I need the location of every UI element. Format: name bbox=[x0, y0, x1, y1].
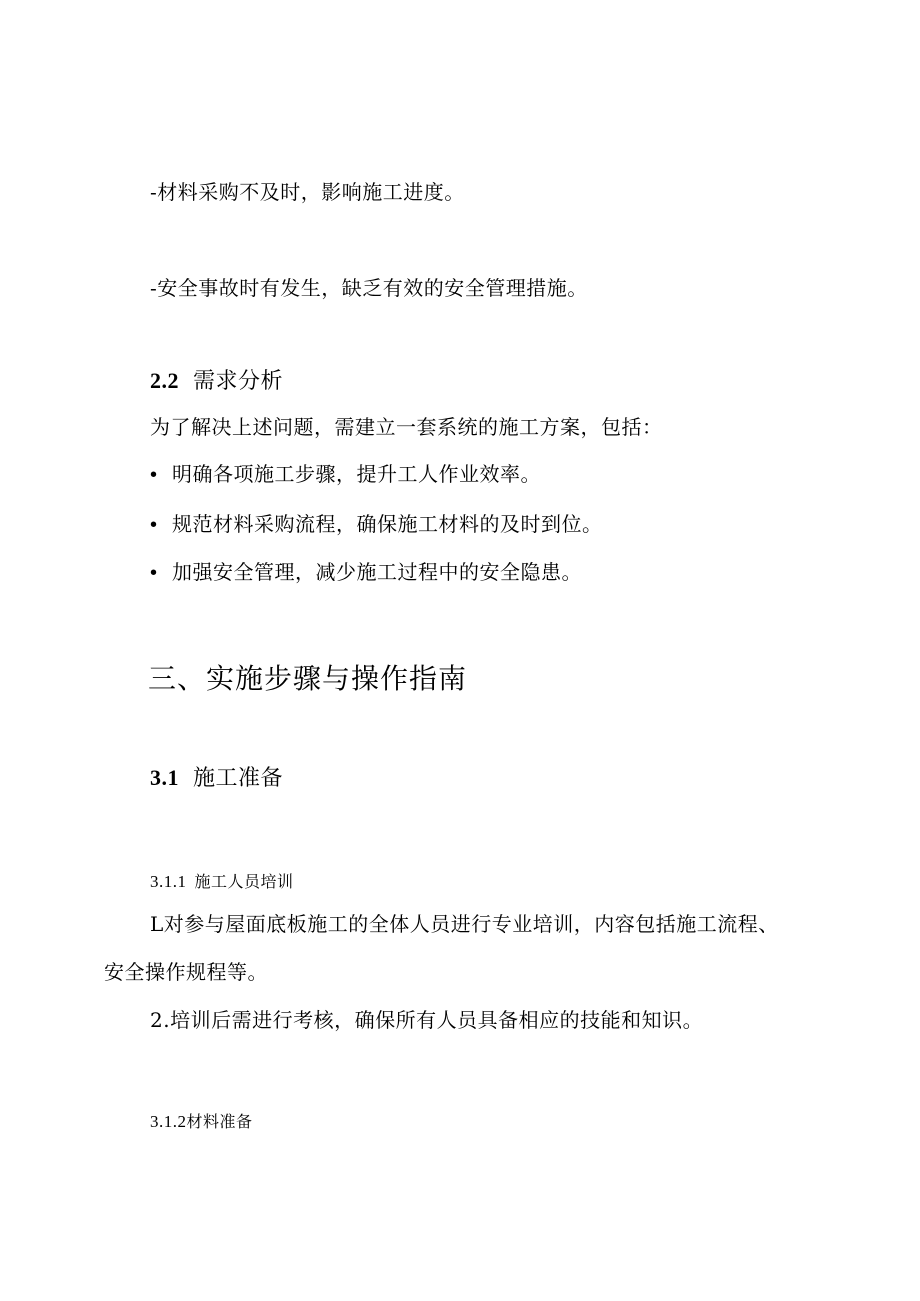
list-item-text: 明确各项施工步骤，提升工人作业效率。 bbox=[172, 462, 541, 486]
section-heading-3-1 bbox=[150, 763, 283, 794]
problem-item-safety: -安全事故时有发生，缺乏有效的安全管理措施。 bbox=[150, 276, 588, 300]
list-item-text: 规范材料采购流程，确保施工材料的及时到位。 bbox=[172, 512, 603, 536]
paragraph-line: L对参与屋面底板施工的全体人员进行专业培训，内容包括施工流程、 bbox=[150, 912, 779, 936]
section-heading-2-2 bbox=[150, 366, 283, 397]
section-title: 需求分析 bbox=[193, 369, 284, 394]
bullet-icon: • bbox=[150, 514, 158, 536]
paragraph: 2.培训后需进行考核，确保所有人员具备相应的技能和知识。 bbox=[150, 1008, 704, 1032]
subsection-title: 材料准备 bbox=[186, 1112, 253, 1131]
list-item-text: 加强安全管理，减少施工过程中的安全隐患。 bbox=[172, 560, 582, 584]
section-number: 2.2 bbox=[150, 368, 179, 393]
paragraph-line: 安全操作规程等。 bbox=[104, 960, 268, 984]
section-title: 施工准备 bbox=[193, 766, 284, 791]
list-item bbox=[150, 558, 582, 587]
chapter-heading: 三、实施步骤与操作指南 bbox=[148, 662, 468, 695]
section-intro-paragraph: 为了解决上述问题，需建立一套系统的施工方案，包括： bbox=[150, 415, 663, 439]
subsection-number: 3.1.2 bbox=[150, 1112, 187, 1131]
bullet-icon: • bbox=[150, 464, 158, 486]
section-number: 3.1 bbox=[150, 765, 179, 790]
subsection-heading-3-1-1 bbox=[150, 870, 294, 894]
problem-item-materials: -材料采购不及时，影响施工进度。 bbox=[150, 180, 465, 204]
list-item bbox=[150, 460, 541, 489]
subsection-number: 3.1.1 bbox=[150, 872, 187, 891]
bullet-icon: • bbox=[150, 562, 158, 584]
list-item bbox=[150, 510, 603, 539]
subsection-title: 施工人员培训 bbox=[194, 872, 294, 891]
subsection-heading-3-1-2 bbox=[150, 1110, 253, 1134]
